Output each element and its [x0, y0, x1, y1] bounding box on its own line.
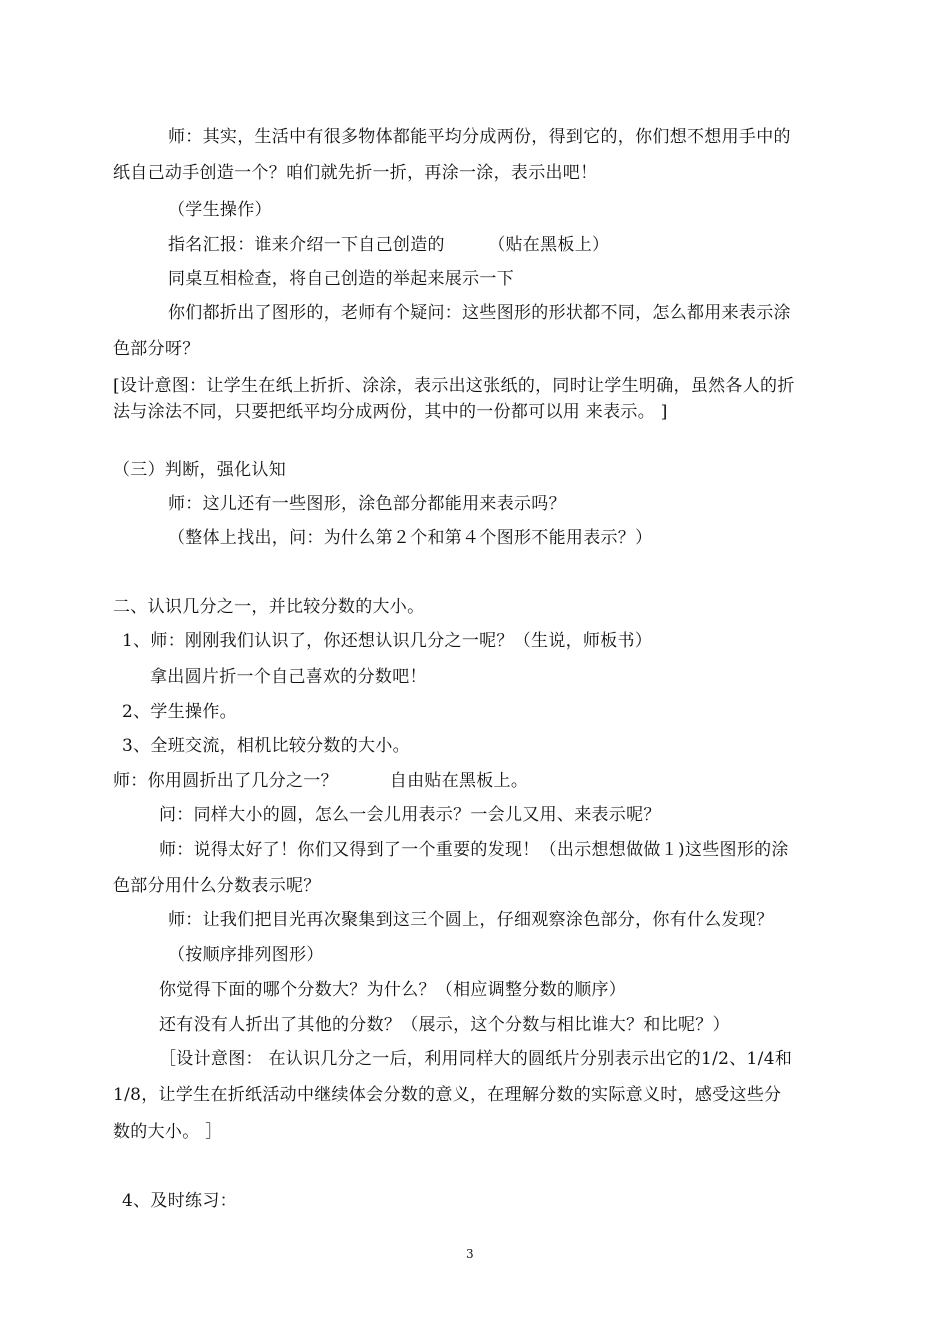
text-line: 色部分用什么分数表示呢？: [113, 876, 321, 896]
text-line: 纸自己动手创造一个？咱们就先折一折，再涂一涂，表示出吧！: [113, 163, 598, 183]
text-line: 4、及时练习：: [122, 1191, 237, 1211]
text-line: [设计意图：让学生在纸上折折、涂涂，表示出这张纸的，同时让学生明确，虽然各人的折: [113, 376, 795, 396]
text-line: 色部分呀？: [113, 339, 200, 359]
text-line: （学生操作）: [168, 200, 272, 220]
text-line: 数的大小。 ］: [113, 1122, 223, 1142]
text-line: 师：让我们把目光再次聚集到这三个圆上，仔细观察涂色部分，你有什么发现？: [168, 910, 774, 930]
page-number: 3: [466, 1247, 474, 1261]
text-line: 师：说得太好了！你们又得到了一个重要的发现！（出示想想做做１)这些图形的涂: [159, 840, 789, 860]
text-line: 1/8，让学生在折纸活动中继续体会分数的意义，在理解分数的实际意义时，感受这些分: [113, 1085, 782, 1105]
text-line: 二、认识几分之一，并比较分数的大小。: [113, 597, 425, 617]
text-line: 还有没有人折出了其他的分数？（展示，这个分数与相比谁大？和比呢？）: [159, 1015, 730, 1035]
text-line: 同桌互相检查，将自己创造的举起来展示一下: [168, 269, 514, 289]
text-line: 指名汇报：谁来介绍一下自己创造的 （贴在黑板上）: [168, 235, 610, 255]
text-line: 师：这儿还有一些图形，涂色部分都能用来表示吗？: [168, 494, 566, 514]
text-line: 你们都折出了图形的，老师有个疑问：这些图形的形状都不同，怎么都用来表示涂: [168, 303, 791, 323]
text-line: 师：其实，生活中有很多物体都能平均分成两份，得到它的，你们想不想用手中的: [168, 127, 791, 147]
text-line: 2、学生操作。: [122, 702, 237, 722]
text-line: 问：同样大小的圆，怎么一会儿用表示？一会儿又用、来表示呢？: [159, 805, 661, 825]
text-line: （三）判断，强化认知: [113, 460, 286, 480]
text-line: 3、全班交流，相机比较分数的大小。: [122, 736, 410, 756]
text-line: ［设计意图： 在认识几分之一后，利用同样大的圆纸片分别表示出它的1/2、1/4和: [159, 1049, 793, 1069]
text-line: （按顺序排列图形）: [168, 945, 324, 965]
text-line: （整体上找出，问：为什么第２个和第４个图形不能用表示？）: [168, 528, 653, 548]
text-line: 师：你用圆折出了几分之一？ 自由贴在黑板上。: [113, 771, 529, 791]
text-line: 拿出圆片折一个自己喜欢的分数吧！: [150, 667, 427, 687]
text-line: 你觉得下面的哪个分数大？为什么？（相应调整分数的顺序）: [159, 980, 627, 1000]
text-line: 法与涂法不同，只要把纸平均分成两份，其中的一份都可以用 来表示。 ]: [113, 402, 668, 422]
text-line: 1、师：刚刚我们认识了，你还想认识几分之一呢？（生说，师板书）: [122, 631, 653, 651]
